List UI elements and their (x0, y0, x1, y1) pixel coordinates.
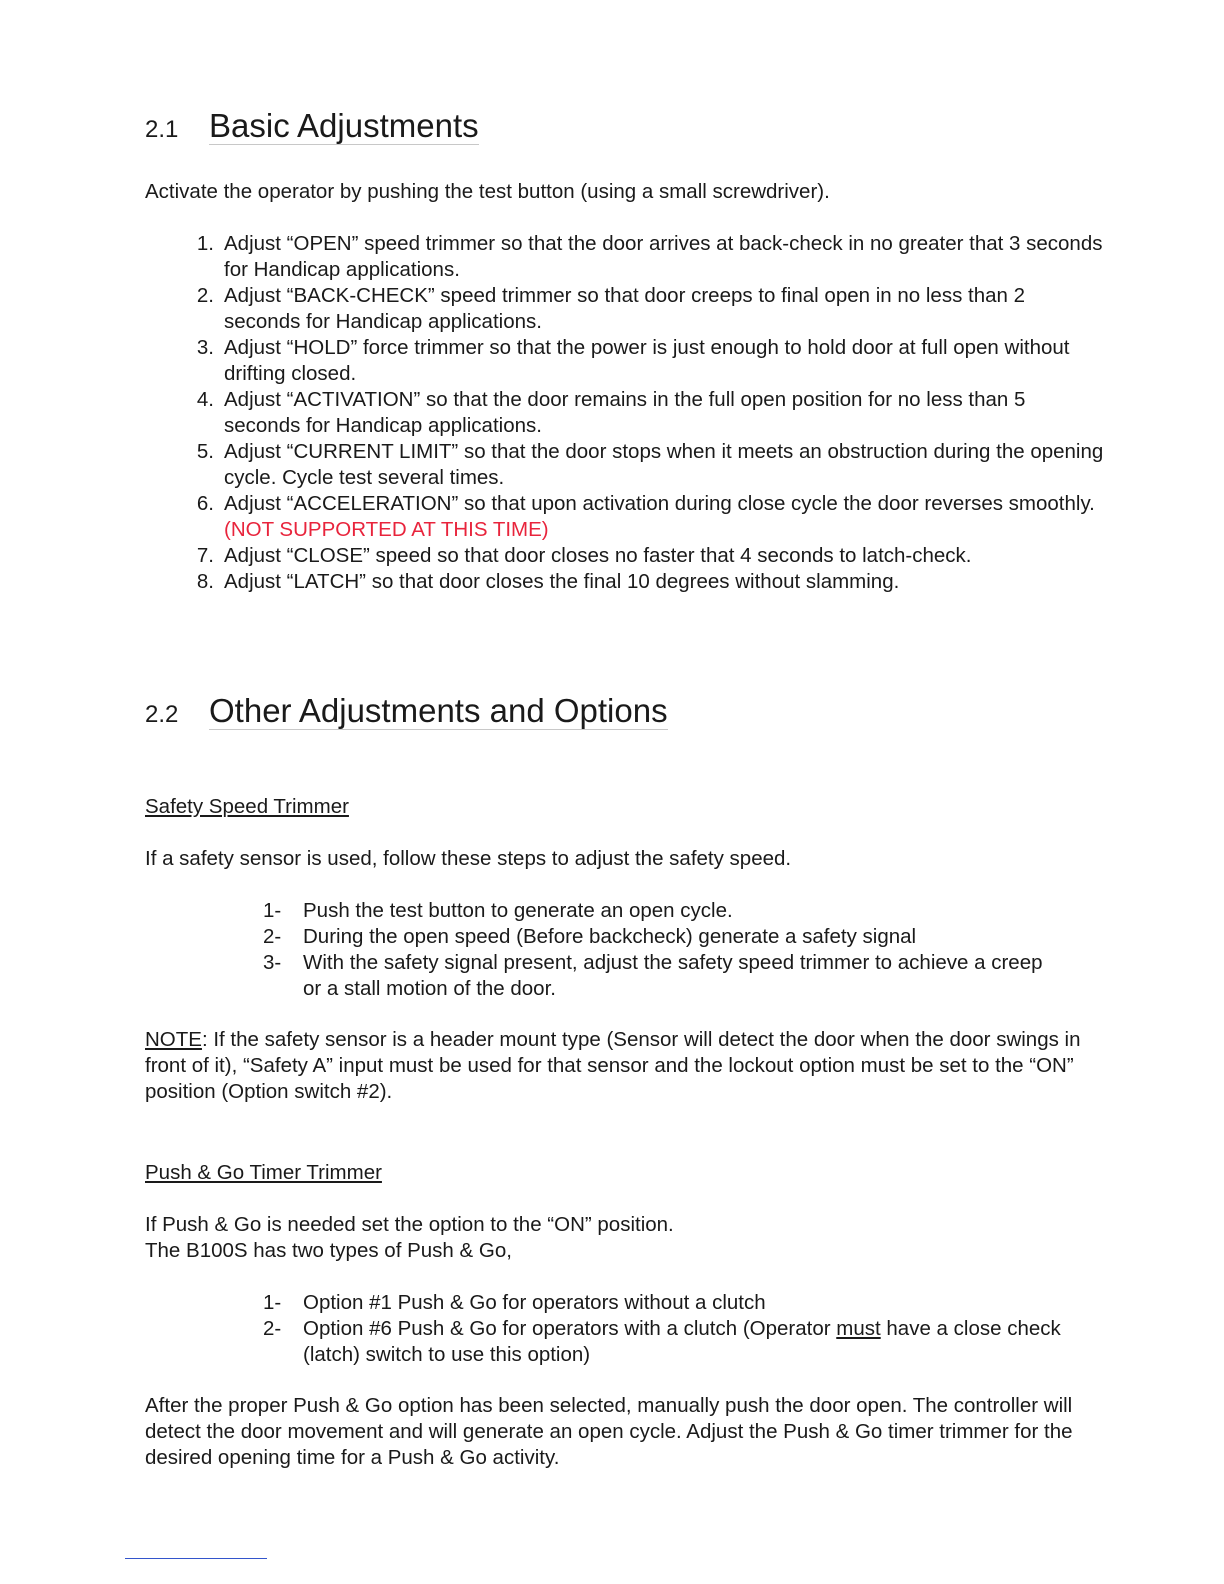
note-text: : If the safety sensor is a header mount type (Sensor will detect the door when the door swings in front of it), “Safety A” input must be used for that sensor and the lockout option must be set to the “ON” position (Option switch #2). (145, 1028, 1081, 1103)
safety-steps-list (263, 898, 1063, 1002)
section-title: Basic Adjustments (209, 107, 479, 144)
step-text: With the safety signal present, adjust the safety speed trimmer to achieve a creep or a stall motion of the door. (303, 951, 1043, 1000)
step-number: 6. (196, 492, 214, 515)
push-go-intro-line-1: If Push & Go is needed set the option to the “ON” position. (145, 1213, 674, 1236)
emphasis-must: must (836, 1317, 881, 1340)
option-number: 2- (263, 1317, 282, 1340)
push-go-options-list (263, 1290, 1073, 1368)
step-text: Adjust “CLOSE” speed so that door closes no faster that 4 seconds to latch-check. (224, 544, 972, 567)
step-number: 7. (196, 544, 214, 567)
option-text: Option #6 Push & Go for operators with a clutch (Operator (303, 1317, 837, 1340)
footnote-separator (125, 1558, 267, 1559)
section-title: Other Adjustments and Options (209, 692, 668, 729)
adjustment-steps-list (196, 231, 1104, 595)
list-item (196, 387, 1104, 439)
step-text: Push the test button to generate an open cycle. (303, 899, 733, 922)
step-number: 2. (196, 284, 214, 307)
push-go-timer-trimmer-heading: Push & Go Timer Trimmer (145, 1161, 382, 1184)
push-go-closing-paragraph: After the proper Push & Go option has been selected, manually push the door open. The controller will detect the door movement and will generate an open cycle. Adjust the Push & Go timer trimmer for the desired opening time for a Push & Go activity. (145, 1394, 1073, 1469)
option-text-continued: have a close check (latch) switch to use this option) (303, 1317, 1061, 1366)
list-item (196, 283, 1104, 335)
list-item (196, 439, 1104, 491)
step-text: Adjust “OPEN” speed trimmer so that the door arrives at back-check in no greater that 3 seconds for Handicap applications. (224, 232, 1103, 281)
note-label: NOTE (145, 1028, 202, 1051)
step-number: 3. (196, 336, 214, 359)
list-item (263, 950, 1063, 1002)
section-number: 2.1 (145, 116, 179, 143)
option-number: 1- (263, 1291, 282, 1314)
intro-paragraph: Activate the operator by pushing the test button (using a small screwdriver). (145, 180, 830, 203)
step-text: Adjust “LATCH” so that door closes the final 10 degrees without slamming. (224, 570, 900, 593)
step-number: 5. (196, 440, 214, 463)
step-number: 2- (263, 925, 282, 948)
step-text: Adjust “BACK-CHECK” speed trimmer so that door creeps to final open in no less than 2 seconds for Handicap applications. (224, 284, 1026, 333)
section-heading-basic-adjustments (145, 108, 479, 144)
step-number: 4. (196, 388, 214, 411)
list-item (196, 491, 1104, 543)
list-item (196, 569, 1104, 595)
safety-note-paragraph (145, 1027, 1100, 1105)
step-number: 1- (263, 899, 282, 922)
step-text: Adjust “HOLD” force trimmer so that the power is just enough to hold door at full open without drifting closed. (224, 336, 1070, 385)
list-item (263, 898, 1063, 924)
step-text: Adjust “ACCELERATION” so that upon activation during close cycle the door reverses smoothly. (224, 492, 1095, 515)
step-text: During the open speed (Before backcheck) generate a safety signal (303, 925, 917, 948)
step-text: Adjust “ACTIVATION” so that the door remains in the full open position for no less than 5 seconds for Handicap applications. (224, 388, 1026, 437)
list-item (263, 1316, 1073, 1368)
push-go-intro-line-2: The B100S has two types of Push & Go, (145, 1239, 512, 1262)
list-item (263, 1290, 1073, 1316)
step-number: 3- (263, 951, 282, 974)
option-text: Option #1 Push & Go for operators without a clutch (303, 1291, 766, 1314)
safety-intro-paragraph: If a safety sensor is used, follow these steps to adjust the safety speed. (145, 847, 792, 870)
section-heading-other-adjustments (145, 693, 668, 729)
section-number: 2.2 (145, 701, 179, 728)
list-item (196, 231, 1104, 283)
step-number: 1. (196, 232, 214, 255)
list-item (263, 924, 1063, 950)
safety-speed-trimmer-heading: Safety Speed Trimmer (145, 795, 349, 818)
step-text: Adjust “CURRENT LIMIT” so that the door stops when it meets an obstruction during the opening cycle. Cycle test several times. (224, 440, 1104, 489)
list-item (196, 543, 1104, 569)
not-supported-note: (NOT SUPPORTED AT THIS TIME) (224, 518, 549, 541)
step-number: 8. (196, 570, 214, 593)
list-item (196, 335, 1104, 387)
